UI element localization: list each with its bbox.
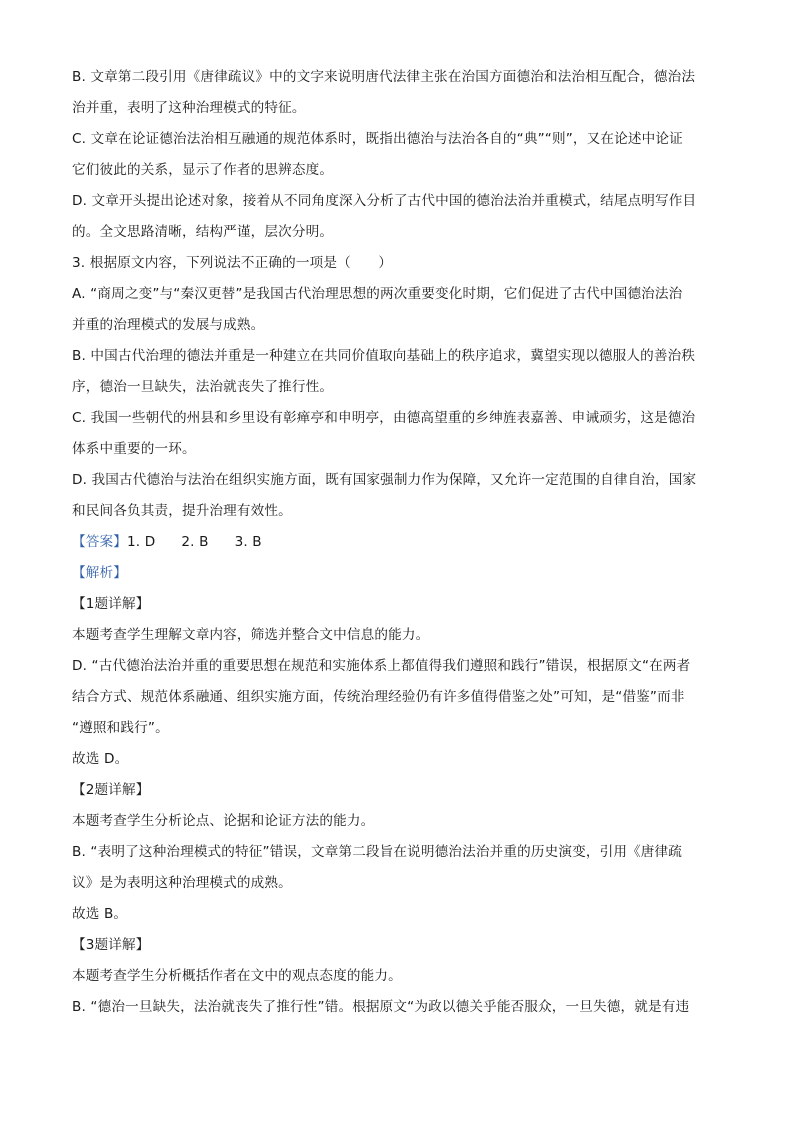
- option-a: A. “商周之变”与“秦汉更替”是我国古代治理思想的两次重要变化时期，它们促进了古代中国德治法治: [72, 286, 683, 302]
- answer-item: 3. B: [234, 534, 262, 550]
- text-line: “遵照和践行”。: [72, 720, 169, 736]
- option-c: C. 我国一些朝代的州县和乡里设有彰瘅亭和申明亭，由德高望重的乡绅旌表嘉善、申诫顽劣，这是德治: [72, 410, 696, 426]
- answer-row: [72, 527, 722, 558]
- text-line: 故选 B。: [72, 906, 128, 922]
- document-page: [72, 62, 722, 1023]
- text-line: B. “德治一旦缺失，法治就丧失了推行性”错。根据原文“为政以德关乎能否服众，一旦失德，就是有违: [72, 999, 690, 1015]
- text-line: 序，德治一旦缺失，法治就丧失了推行性。: [72, 379, 334, 395]
- text-line: 故选 D。: [72, 751, 129, 767]
- section-heading: 【1题详解】: [72, 596, 150, 612]
- text-line: D. “古代德治法治并重的重要思想在规范和实施体系上都值得我们遵照和践行”错误，根据原文“在两者: [72, 658, 691, 674]
- text-line: 本题考查学生理解文章内容，筛选并整合文中信息的能力。: [72, 627, 430, 643]
- section-heading: 【2题详解】: [72, 782, 150, 798]
- text-line: 的。全文思路清晰，结构严谨，层次分明。: [72, 224, 334, 240]
- text-line: 结合方式、规范体系融通、组织实施方面，传统治理经验仍有许多值得借鉴之处”可知，是“借鉴”而非: [72, 689, 685, 705]
- option-b: B. 中国古代治理的德法并重是一种建立在共同价值取向基础上的秩序追求，冀望实现以德服人的善治秩: [72, 348, 696, 364]
- answer-values: [127, 534, 262, 550]
- answer-label: 【答案】: [72, 534, 127, 550]
- text-line: C. 文章在论证德治法治相互融通的规范体系时，既指出德治与法治各自的“典”“则”，又在论述中论证: [72, 131, 683, 147]
- text-line: 本题考查学生分析概括作者在文中的观点态度的能力。: [72, 968, 402, 984]
- analysis-label: 【解析】: [72, 565, 127, 581]
- text-line: B. “表明了这种治理模式的特征”错误，文章第二段旨在说明德治法治并重的历史演变，引用《唐律疏: [72, 844, 683, 860]
- text-line: 和民间各负其责，提升治理有效性。: [72, 503, 292, 519]
- text-line: 体系中重要的一环。: [72, 441, 196, 457]
- option-d: D. 我国古代德治与法治在组织实施方面，既有国家强制力作为保障，又允许一定范围的自律自治，国家: [72, 472, 697, 488]
- answer-item: 2. B: [181, 534, 209, 550]
- text-line: 议》是为表明这种治理模式的成熟。: [72, 875, 292, 891]
- text-line: 本题考查学生分析论点、论据和论证方法的能力。: [72, 813, 375, 829]
- section-heading: 【3题详解】: [72, 937, 150, 953]
- text-line: 并重的治理模式的发展与成熟。: [72, 317, 265, 333]
- question-3-stem: 3. 根据原文内容，下列说法不正确的一项是（ ）: [72, 255, 393, 271]
- text-line: D. 文章开头提出论述对象，接着从不同角度深入分析了古代中国的德治法治并重模式，结尾点明写作目: [72, 193, 697, 209]
- answer-item: 1. D: [126, 534, 156, 550]
- text-line: 治并重，表明了这种治理模式的特征。: [72, 100, 306, 116]
- text-line: 它们彼此的关系，显示了作者的思辨态度。: [72, 162, 334, 178]
- text-line: B. 文章第二段引用《唐律疏议》中的文字来说明唐代法律主张在治国方面德治和法治相互配合，德治法: [72, 69, 696, 85]
